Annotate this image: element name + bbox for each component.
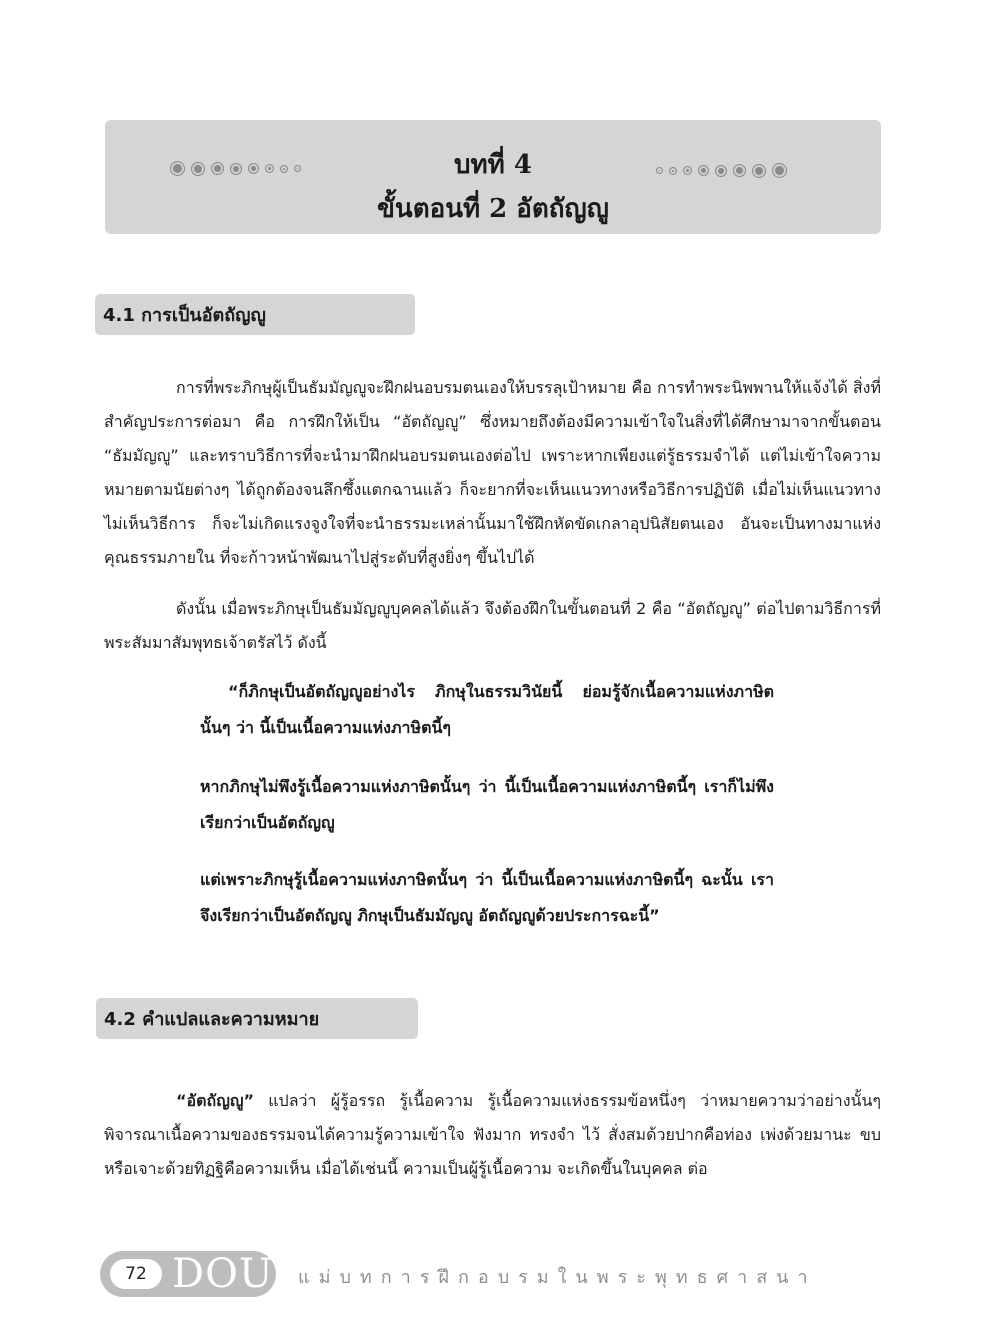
section-heading-4-2: 4.2 คำแปลและความหมาย — [96, 998, 418, 1039]
section-heading-4-1: 4.1 การเป็นอัตถัญญู — [95, 294, 415, 335]
section2-paragraph-1 — [104, 1084, 881, 1186]
defined-term: “อัตถัญญู” — [176, 1091, 254, 1110]
quote-paragraph-3: แต่เพราะภิกษุรู้เนื้อความแห่งภาษิตนั้นๆ ว่า นี้เป็นเนื้อความแห่งภาษิตนี้ๆ ฉะนั้น เราจึงเรียกว่าเป็นอัตถัญญู ภิกษุเป็นธัมมัญญู อัตถัญญูด้วยประการฉะนี้” — [200, 870, 774, 925]
quote-paragraph-1: “ก็ภิกษุเป็นอัตถัญญูอย่างไร ภิกษุในธรรมวินัยนี้ ย่อมรู้จักเนื้อความแห่งภาษิตนั้นๆ ว่า นี้เป็นเนื้อความแห่งภาษิตนี้ๆ — [200, 682, 774, 737]
definition-text: แปลว่า ผู้รู้อรรถ รู้เนื้อความ รู้เนื้อความแห่งธรรมข้อหนึ่งๆ ว่าหมายความว่าอย่างนั้นๆ พิจารณาเนื้อความของธรรมจนได้ความรู้ความเข้าใจ ฟังมาก ทรงจำ ไว้ สั่งสมด้วยปากคือท่อง เพ่งด้วยมานะ ขบหรือเจาะด้วยทิฏฐิคือความเห็น เมื่อได้เช่นนี้ ความเป็นผู้รู้เนื้อความ จะเกิดขึ้นในบุคคล ต่อ — [104, 1091, 881, 1178]
chapter-title: ขั้นตอนที่ 2 อัตถัญญู — [377, 194, 609, 224]
section1-paragraph-2: ดังนั้น เมื่อพระภิกษุเป็นธัมมัญญูบุคคลได้แล้ว จึงต้องฝึกในขั้นตอนที่ 2 คือ “อัตถัญญู” ต่อไปตามวิธีการที่พระสัมมาสัมพุทธเจ้าตรัสไว้ ดังนี้ — [104, 599, 881, 652]
chapter-number: บทที่ 4 — [454, 150, 532, 180]
book-title: แม่บทการฝึกอบรมในพระพุทธศาสนา — [298, 1267, 817, 1288]
page-number: 72 — [110, 1259, 162, 1289]
dou-logo: DOU — [172, 1251, 274, 1297]
section1-paragraph-1: การที่พระภิกษุผู้เป็นธัมมัญญูจะฝึกฝนอบรมตนเองให้บรรลุเป้าหมาย คือ การทำพระนิพพานให้แจ้งได้ สิ่งที่สำคัญประการต่อมา คือ การฝึกให้เป็น “อัตถัญญู” ซึ่งหมายถึงต้องมีความเข้าใจในสิ่งที่ได้ศึกษามาจากขั้นตอน “ธัมมัญญู” และทราบวิธีการที่จะนำมาฝึกฝนอบรมตนเองต่อไป เพราะหากเพียงแต่รู้ธรรมจำได้ แต่ไม่เข้าใจความหมายตามนัยต่างๆ ได้ถูกต้องจนลึกซึ้งแตกฉานแล้ว ก็จะยากที่จะเห็นแนวทางหรือวิธีการปฏิบัติ เมื่อไม่เห็นแนวทาง ไม่เห็นวิธีการ ก็จะไม่เกิดแรงจูงใจที่จะนำธรรมะเหล่านั้นมาใช้ฝึกหัดขัดเกลาอุปนิสัยตนเอง อันจะเป็นทางมาแห่งคุณธรรมภายใน ที่จะก้าวหน้าพัฒนาไปสู่ระดับที่สูงยิ่งๆ ขึ้นไปได้ — [104, 378, 881, 567]
decorative-dots-right — [657, 164, 794, 177]
quote-paragraph-2: หากภิกษุไม่พึงรู้เนื้อความแห่งภาษิตนั้นๆ ว่า นี้เป็นเนื้อความแห่งภาษิตนี้ๆ เราก็ไม่พึงเรียกว่าเป็นอัตถัญญู — [200, 777, 774, 832]
chapter-header — [105, 120, 881, 234]
